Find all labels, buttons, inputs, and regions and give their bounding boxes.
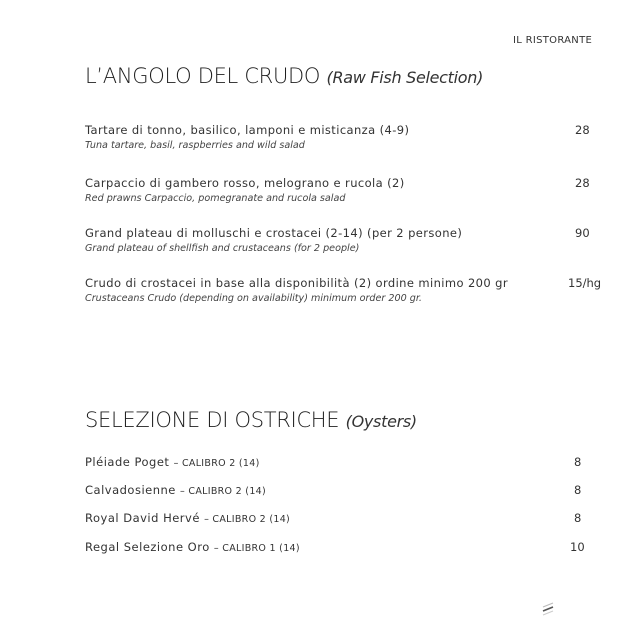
oyster-price: 8 <box>574 455 582 469</box>
oyster-item <box>85 455 260 469</box>
menu-item <box>85 123 605 151</box>
oyster-item <box>85 483 266 497</box>
item-price: 28 <box>575 123 590 137</box>
oyster-price: 8 <box>574 511 582 525</box>
oyster-name: Regal Selezione Oro <box>85 540 210 554</box>
oyster-price: 10 <box>570 540 585 554</box>
oyster-name: Royal David Hervé <box>85 511 200 525</box>
menu-item <box>85 176 605 204</box>
menu-item <box>85 276 605 304</box>
oyster-price: 8 <box>574 483 582 497</box>
restaurant-header: IL RISTORANTE <box>513 35 593 46</box>
oyster-calibro: – CALIBRO 2 (14) <box>204 514 291 525</box>
item-translation: Red prawns Carpaccio, pomegranate and rucola salad <box>85 193 346 204</box>
oyster-item <box>85 540 300 554</box>
item-translation: Crustaceans Crudo (depending on availability) minimum order 200 gr. <box>85 293 422 304</box>
oyster-item <box>85 511 290 525</box>
item-translation: Tuna tartare, basil, raspberries and wild salad <box>85 140 305 151</box>
item-name: Carpaccio di gambero rosso, melograno e rucola (2) <box>85 176 405 190</box>
oysters-section-title <box>85 408 417 432</box>
crudo-title: L’ANGOLO DEL CRUDO <box>85 64 321 88</box>
oyster-calibro: – CALIBRO 2 (14) <box>173 458 260 469</box>
oyster-name: Calvadosienne <box>85 483 176 497</box>
item-price: 28 <box>575 176 590 190</box>
oysters-title: SELEZIONE DI OSTRICHE <box>85 408 340 432</box>
crudo-section-title <box>85 64 483 88</box>
item-translation: Grand plateau of shellfish and crustaceans (for 2 people) <box>85 243 360 254</box>
item-price: 90 <box>575 226 590 240</box>
menu-item <box>85 226 605 254</box>
oyster-calibro: – CALIBRO 2 (14) <box>180 486 267 497</box>
item-name: Tartare di tonno, basilico, lamponi e misticanza (4-9) <box>85 123 410 137</box>
oysters-subtitle: (Oysters) <box>345 412 417 431</box>
item-name: Crudo di crostacei in base alla disponibilità (2) ordine minimo 200 gr <box>85 276 508 290</box>
oyster-calibro: – CALIBRO 1 (14) <box>213 543 300 554</box>
item-name: Grand plateau di molluschi e crostacei (2-14) (per 2 persone) <box>85 226 463 240</box>
oyster-name: Pléiade Poget <box>85 455 170 469</box>
crudo-subtitle: (Raw Fish Selection) <box>326 68 484 87</box>
item-price: 15/hg <box>568 276 602 290</box>
feather-logo-icon <box>541 600 555 618</box>
